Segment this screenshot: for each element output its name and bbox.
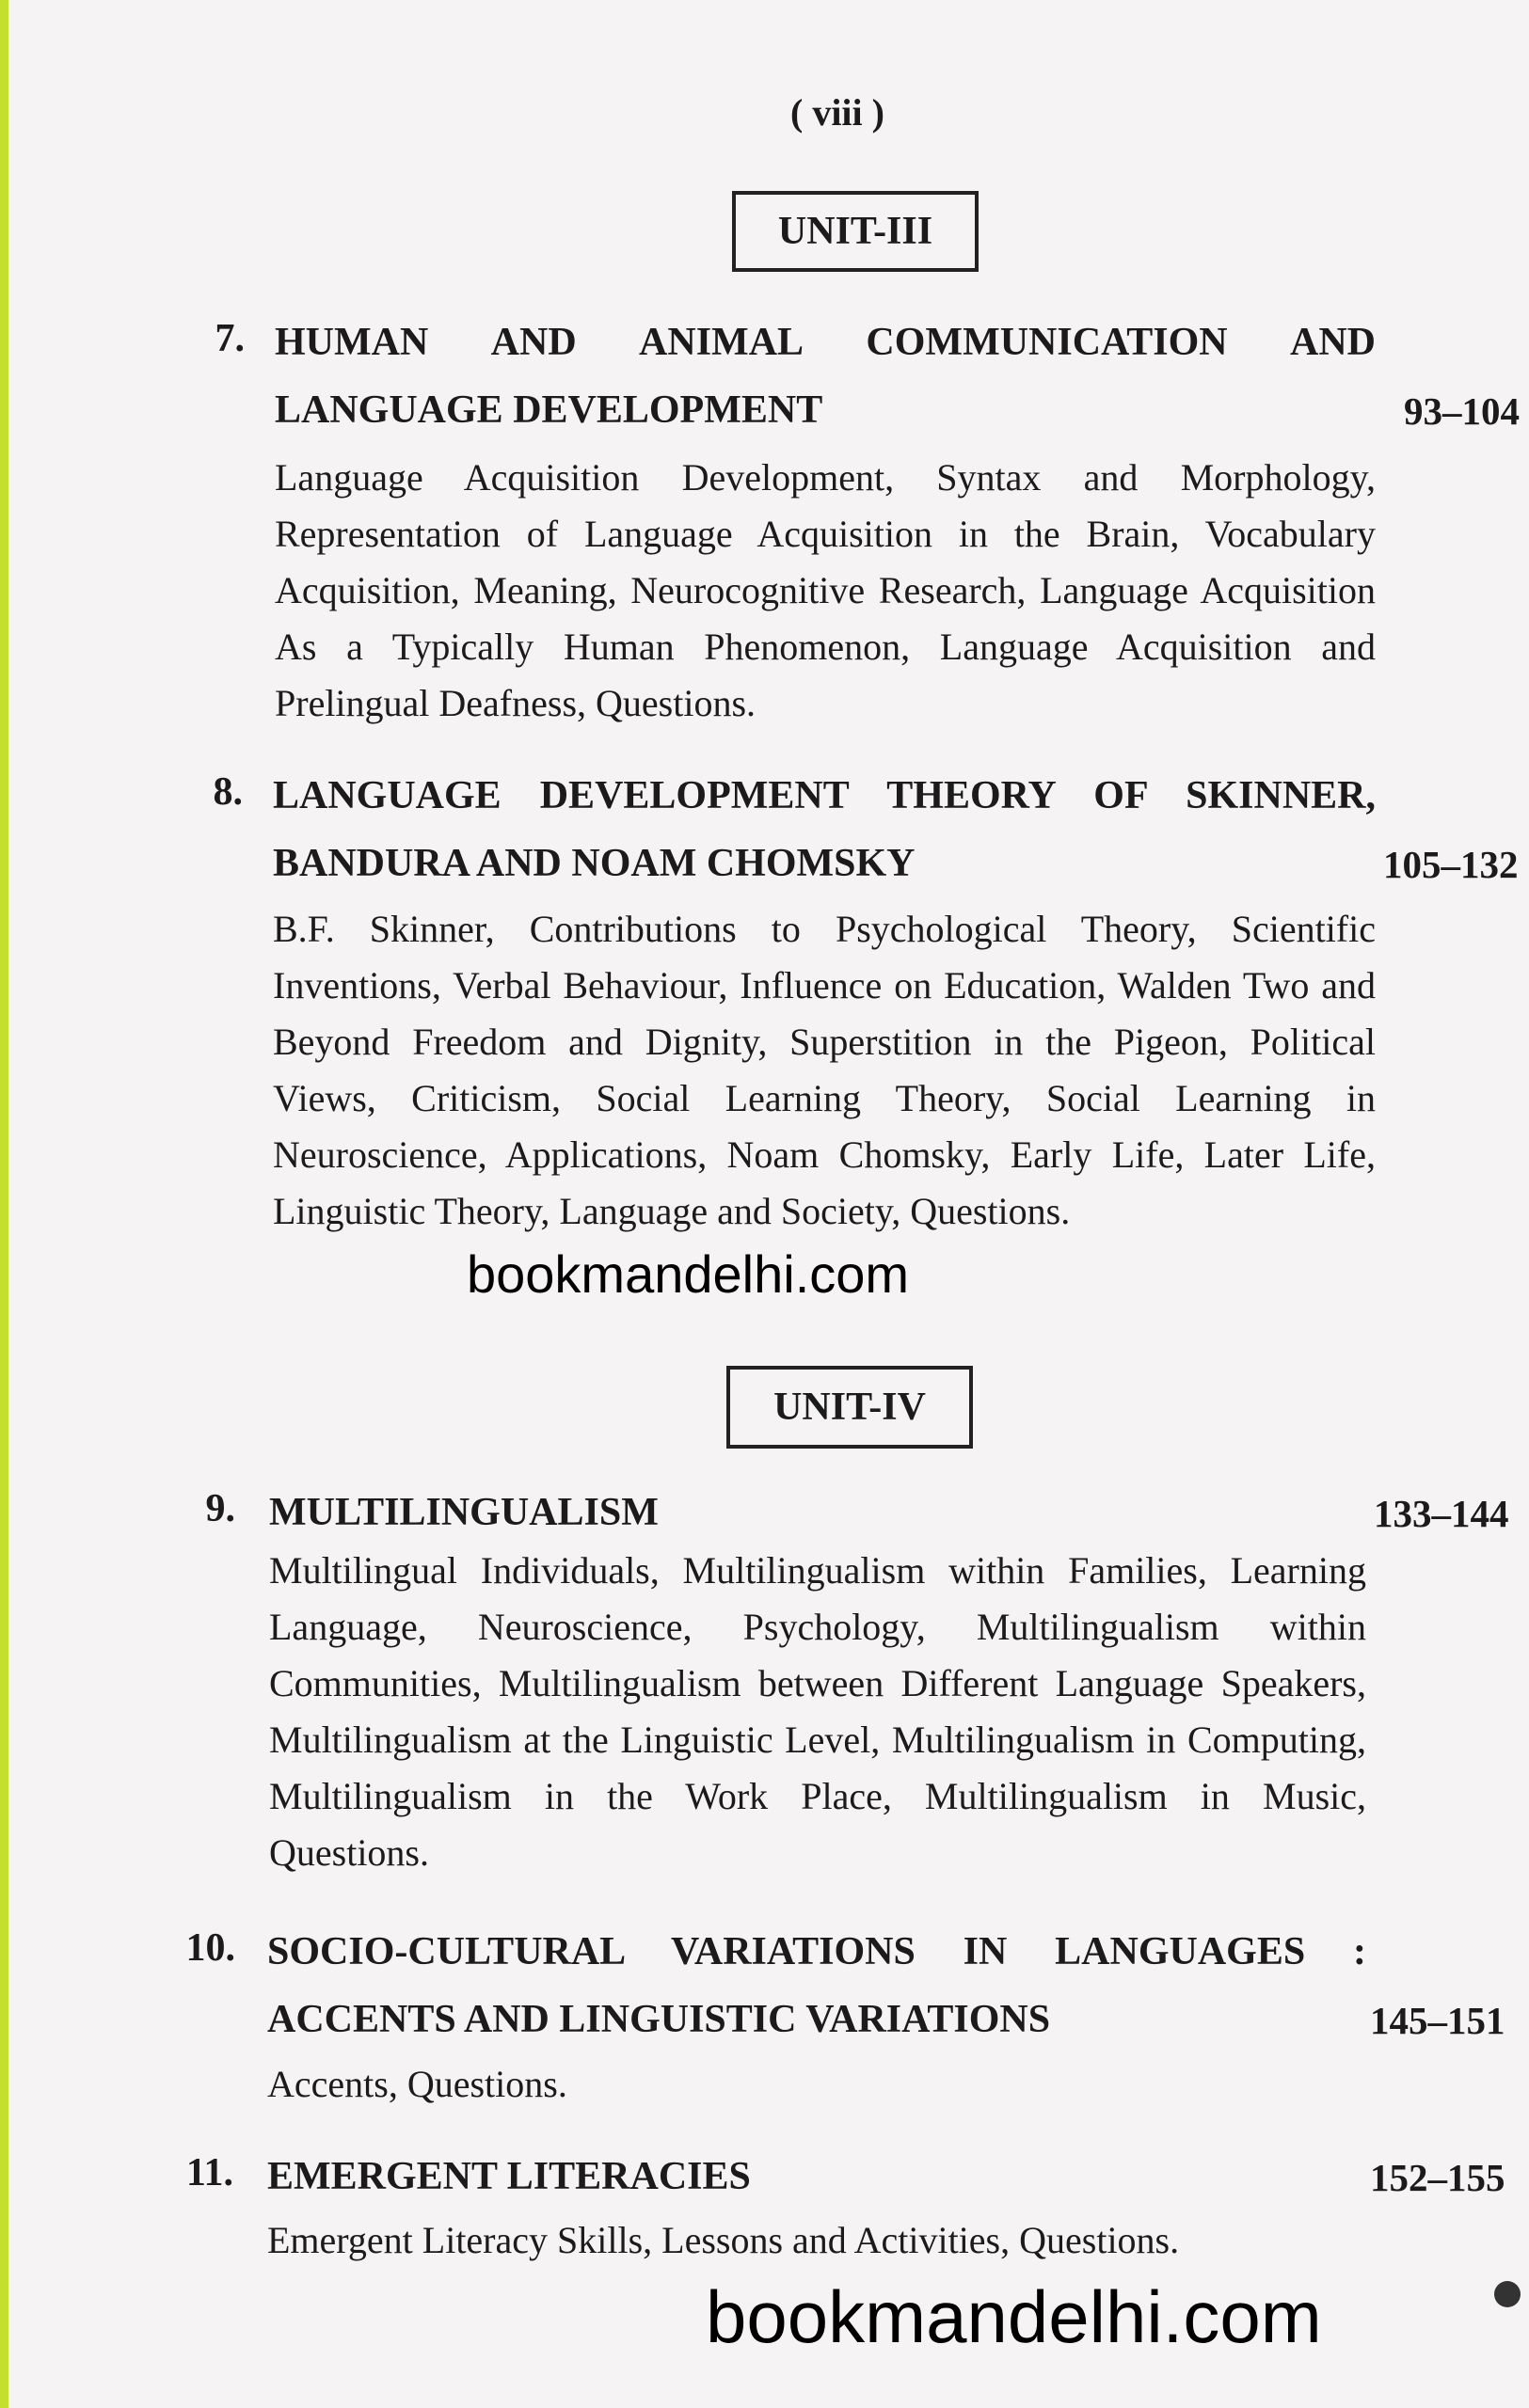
entry-pages: 93–104 [1404,389,1520,433]
entry-pages: 152–155 [1370,2156,1505,2199]
entry-number: 9. [205,1487,235,1530]
entry-heading: HUMAN AND ANIMAL COMMUNICATION AND [275,321,1376,364]
watermark: bookmandelhi.com [467,1244,910,1304]
unit-heading [726,1366,973,1449]
entry-heading-cont: BANDURA AND NOAM CHOMSKY [273,842,916,885]
page-edge [0,0,8,2408]
unit-heading [732,191,979,272]
entry-heading-cont: LANGUAGE DEVELOPMENT [275,388,823,432]
entry-topics: B.F. Skinner, Contributions to Psychological Theory, Scientific Inventions, Verbal Behaviour, Influence on Education, Walden Two and Beyond Freedom and Dignity, Superstition in the Pigeon, Political Views, Criticism, Social Learning Theory, Social Learning in Neuroscience, Applications, Noam Chomsky, Early Life, Later Life, Linguistic Theory, Language and Society, Questions. [273,908,1376,1232]
unit-label: UNIT-IV [773,1386,926,1429]
bullet-dot [1494,2281,1521,2307]
entry-topics: Multilingual Individuals, Multilingualism within Families, Learning Language, Neuroscience, Psychology, Multilingualism within Communities, Multilingualism between Different Language Speakers, Multilingualism at the Linguistic Level, Multilingualism in Computing, Multilingualism in the Work Place, Multilingualism in Music, Questions. [269,1549,1366,1874]
entry-number: 8. [213,770,243,814]
entry-number: 11. [185,2151,233,2194]
entry-topics: Emergent Literacy Skills, Lessons and Activities, Questions. [267,2219,1180,2261]
entry-topics: Accents, Questions. [267,2063,567,2105]
entry-number: 7. [215,317,245,360]
entry-pages: 105–132 [1383,843,1519,886]
entry-topics: Language Acquisition Development, Syntax and Morphology, Representation of Language Acquisition in the Brain, Vocabulary Acquisition, Meaning, Neurocognitive Research, Language Acquisition As a Typically Human Phenomenon, Language Acquisition and Prelingual Deafness, Questions. [275,456,1376,724]
entry-pages: 145–151 [1370,1999,1505,2042]
entry-number: 10. [185,1926,235,1970]
unit-label: UNIT-III [777,210,933,253]
entry-heading: MULTILINGUALISM [269,1491,659,1534]
entry-pages: 133–144 [1374,1492,1509,1535]
entry-heading: SOCIO-CULTURAL VARIATIONS IN LANGUAGES : [267,1930,1366,1973]
entry-heading: EMERGENT LITERACIES [267,2155,751,2198]
entry-heading: LANGUAGE DEVELOPMENT THEORY OF SKINNER, [273,774,1376,817]
page-number: ( viii ) [790,91,884,134]
watermark: bookmandelhi.com [706,2275,1322,2358]
entry-heading-cont: ACCENTS AND LINGUISTIC VARIATIONS [267,1998,1051,2041]
